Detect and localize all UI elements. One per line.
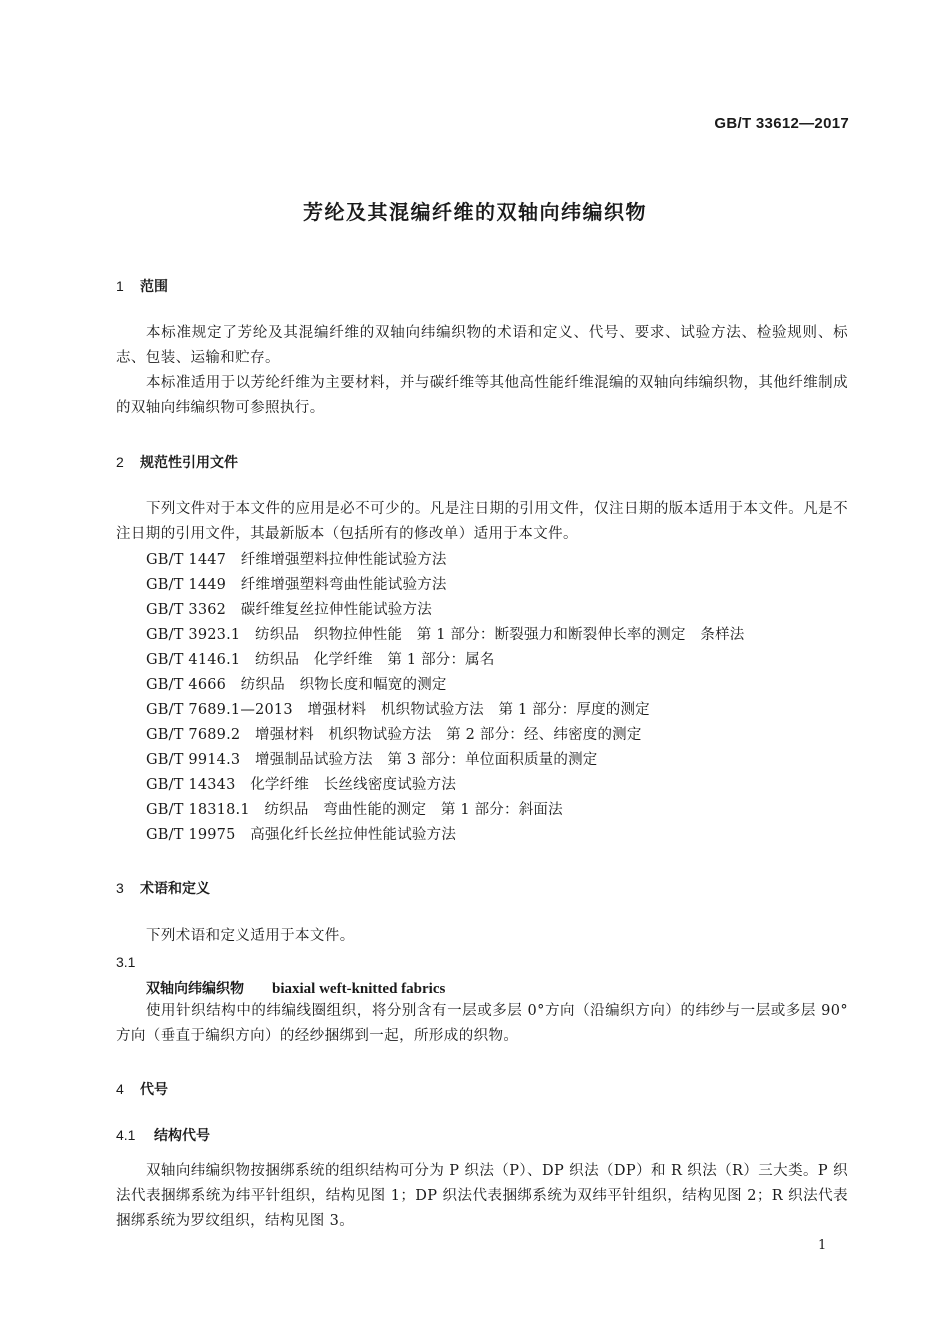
reference-item: GB/T 1447 纤维增强塑料拉伸性能试验方法: [146, 552, 447, 568]
reference-item: GB/T 18318.1 纺织品 弯曲性能的测定 第 1 部分：斜面法: [146, 802, 563, 818]
section-2-intro: 下列文件对于本文件的应用是必不可少的。凡是注日期的引用文件，仅注日期的版本适用于本文件。凡是不注日期的引用文件，其最新版本（包括所有的修改单）适用于本文件。: [116, 501, 848, 542]
section-4-heading: [116, 1079, 168, 1099]
section-1-paragraph-1: 本标准规定了芳纶及其混编纤维的双轴向纬编织物的术语和定义、代号、要求、试验方法、检验规则、标志、包装、运输和贮存。: [116, 325, 848, 366]
reference-item: GB/T 4666 纺织品 织物长度和幅宽的测定: [146, 677, 447, 693]
section-title: 代号: [140, 1082, 168, 1098]
section-2-heading: [116, 452, 238, 472]
section-number: 3: [116, 880, 124, 896]
term-english: biaxial weft-knitted fabrics: [272, 981, 446, 997]
section-4-1-paragraph: 双轴向纬编织物按捆绑系统的组织结构可分为 P 织法（P）、DP 织法（DP）和 R 织法（R）三大类。P 织法代表捆绑系统为纬平针组织，结构见图 1；DP 织法代表捆绑系统为双纬平针组织，结构见图 2；R 织法代表捆绑系统为罗纹组织，结构见图 3。: [116, 1163, 848, 1229]
reference-item: GB/T 14343 化学纤维 长丝线密度试验方法: [146, 777, 457, 793]
section-3-intro: 下列术语和定义适用于本文件。: [146, 928, 355, 944]
section-title: 术语和定义: [140, 881, 210, 897]
page-number: 1: [818, 1238, 827, 1253]
standard-number: GB/T 33612—2017: [714, 115, 849, 132]
reference-item: GB/T 7689.1—2013 增强材料 机织物试验方法 第 1 部分：厚度的测定: [146, 702, 650, 718]
reference-item: GB/T 7689.2 增强材料 机织物试验方法 第 2 部分：经、纬密度的测定: [146, 727, 642, 743]
document-title: 芳纶及其混编纤维的双轴向纬编织物: [303, 200, 647, 224]
section-title: 范围: [140, 279, 168, 295]
term-title: [146, 978, 445, 998]
reference-item: GB/T 3362 碳纤维复丝拉伸性能试验方法: [146, 602, 432, 618]
reference-item: GB/T 4146.1 纺织品 化学纤维 第 1 部分：属名: [146, 652, 495, 668]
section-number: 2: [116, 454, 124, 470]
term-number: 3.1: [116, 954, 136, 970]
subsection-number: 4.1: [116, 1127, 136, 1143]
term-definition: 使用针织结构中的纬编线圈组织，将分别含有一层或多层 0°方向（沿编织方向）的纬纱与一层或多层 90°方向（垂直于编织方向）的经纱捆绑到一起，所形成的织物。: [116, 1003, 848, 1044]
reference-item: GB/T 19975 高强化纤长丝拉伸性能试验方法: [146, 827, 457, 843]
section-1-heading: [116, 276, 168, 296]
section-number: 1: [116, 278, 124, 294]
subsection-title: 结构代号: [154, 1128, 210, 1144]
section-4-1-heading: [116, 1125, 210, 1145]
reference-item: GB/T 9914.3 增强制品试验方法 第 3 部分：单位面积质量的测定: [146, 752, 598, 768]
section-1-paragraph-2: 本标准适用于以芳纶纤维为主要材料，并与碳纤维等其他高性能纤维混编的双轴向纬编织物，其他纤维制成的双轴向纬编织物可参照执行。: [116, 375, 848, 416]
section-title: 规范性引用文件: [140, 455, 238, 471]
section-3-heading: [116, 878, 210, 898]
term-chinese: 双轴向纬编织物: [146, 981, 244, 997]
section-number: 4: [116, 1081, 124, 1097]
reference-item: GB/T 1449 纤维增强塑料弯曲性能试验方法: [146, 577, 447, 593]
reference-item: GB/T 3923.1 纺织品 织物拉伸性能 第 1 部分：断裂强力和断裂伸长率的测定 条样法: [146, 627, 745, 643]
